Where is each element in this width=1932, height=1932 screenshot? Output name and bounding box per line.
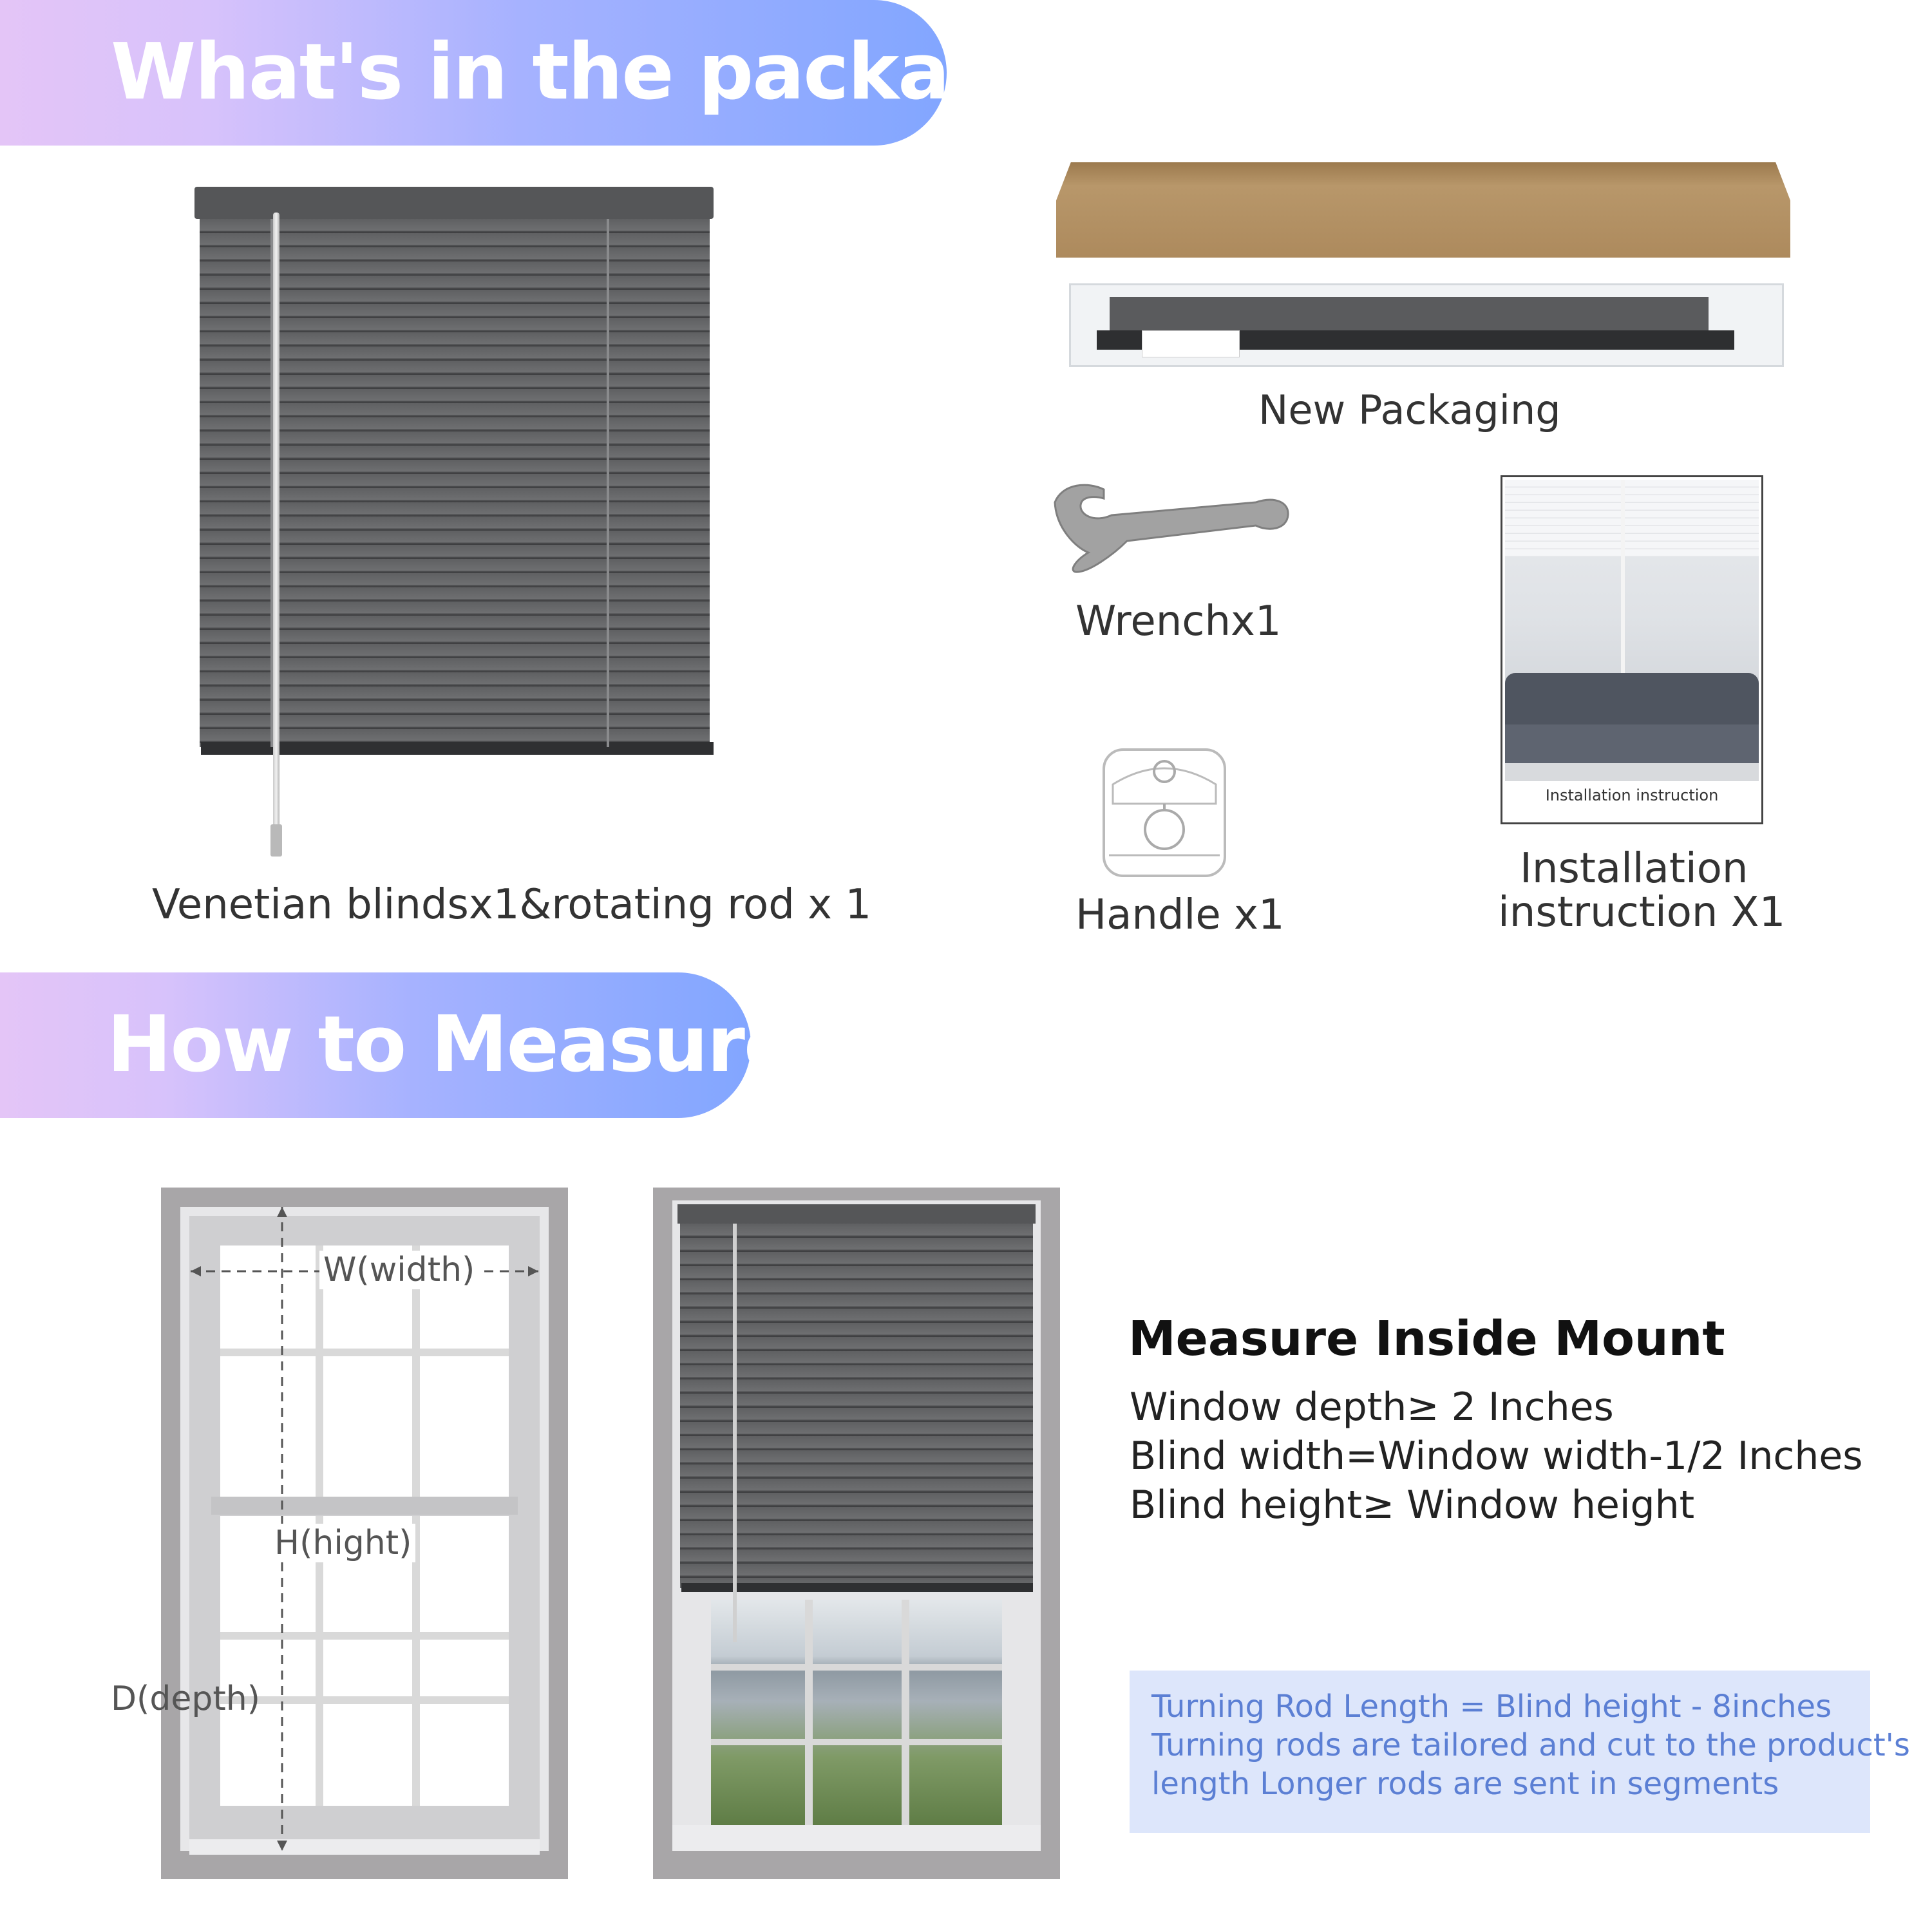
venetian-blind-image — [194, 187, 714, 863]
wrench-icon — [1050, 477, 1294, 580]
installed-rotating-rod — [733, 1224, 737, 1642]
instruction-card-image — [1501, 475, 1763, 824]
instruction-label-line2: instruction X1 — [1498, 889, 1786, 936]
turning-rod-note — [1130, 1671, 1910, 1833]
height-label: H(hight) — [270, 1524, 415, 1562]
clear-packaging-image — [1069, 283, 1784, 367]
packaged-label — [1142, 330, 1240, 357]
package-section-title: What's in the package — [111, 28, 1054, 117]
width-label: W(width) — [319, 1251, 478, 1289]
depth-label: D(depth) — [111, 1680, 260, 1718]
note-line-segments: length Longer rods are sent in segments — [1151, 1766, 1779, 1802]
rule-blind-height: Blind height≥ Window height — [1130, 1482, 1695, 1528]
package-section-banner — [0, 0, 1054, 146]
rule-window-depth: Window depth≥ 2 Inches — [1130, 1385, 1614, 1430]
blind-ladder-string — [607, 219, 609, 747]
new-packaging-label: New Packaging — [1258, 386, 1561, 433]
wrench-label: Wrenchx1 — [1075, 598, 1282, 645]
handle-icon — [1100, 746, 1229, 882]
measure-section-title: How to Measure — [107, 1000, 795, 1090]
instruction-card-caption: Installation instruction — [1545, 786, 1719, 804]
note-line-tailored: Turning rods are tailored and cut to the product's — [1151, 1727, 1910, 1763]
rule-blind-width: Blind width=Window width-1/2 Inches — [1130, 1434, 1863, 1479]
blind-headrail — [194, 187, 714, 219]
outdoor-view — [711, 1600, 1002, 1825]
rotating-rod — [273, 213, 279, 831]
blinds-label: Venetian blindsx1&rotating rod x 1 — [152, 881, 872, 929]
inside-mount-title: Measure Inside Mount — [1128, 1311, 1725, 1367]
instruction-photo — [1505, 480, 1759, 781]
instruction-label-line1: Installation — [1520, 845, 1748, 893]
window-measure-diagram — [161, 1188, 568, 1879]
measure-section-banner — [0, 972, 795, 1118]
window-with-blind-image — [653, 1188, 1060, 1879]
handle-label: Handle x1 — [1075, 891, 1285, 939]
cardboard-box-image — [1056, 162, 1790, 258]
installed-blind-headrail — [677, 1204, 1036, 1224]
note-line-rod-length: Turning Rod Length = Blind height - 8inches — [1151, 1689, 1832, 1725]
rotating-rod-tip — [270, 824, 282, 857]
